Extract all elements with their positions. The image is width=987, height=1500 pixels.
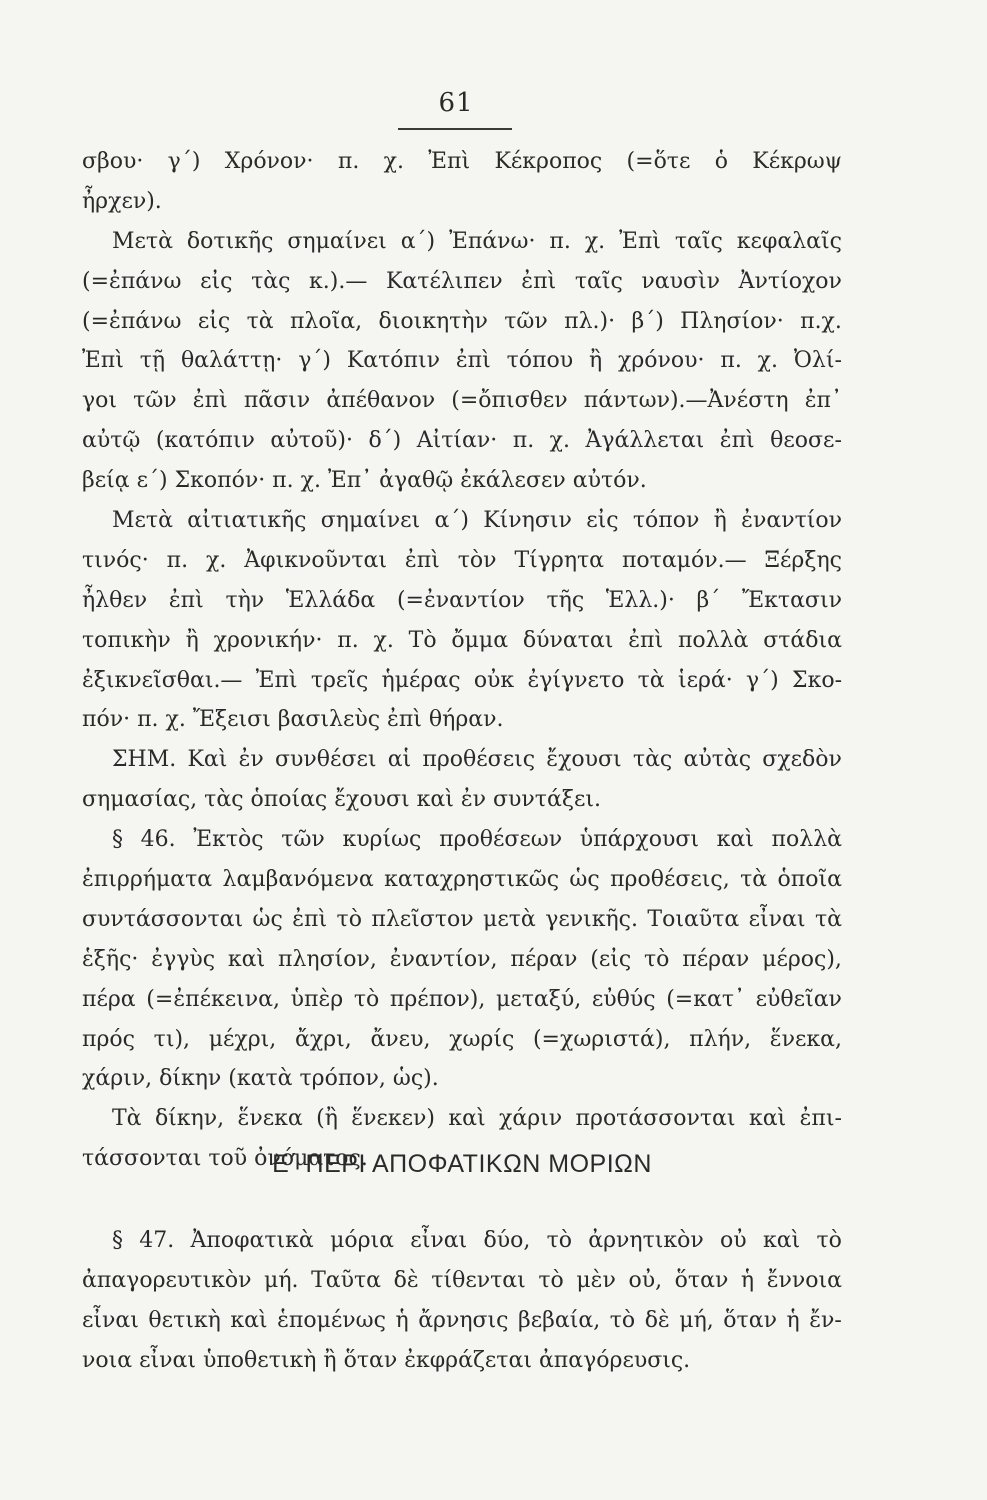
text-line: τινός· π. χ. Ἀφικνοῦνται ἐπὶ τὸν Τίγρητα ποταμόν.— Ξέρξης [82, 547, 842, 573]
text-line: Μετὰ δοτικῆς σημαίνει α΄) Ἐπάνω· π. χ. Ἐπὶ ταῖς κεφαλαῖς [112, 228, 842, 254]
text-line: πόν· π. χ. Ἔξεισι βασιλεὺς ἐπὶ θήραν. [82, 707, 504, 733]
text-line: (=ἐπάνω εἰς τὰς κ.).— Κατέλιπεν ἐπὶ ταῖς ναυσὶν Ἀντίοχον [82, 268, 842, 294]
text-line: ἐπιρρήματα λαμβανόμενα καταχρηστικῶς ὡς προθέσεις, τὰ ὁποῖα [82, 867, 842, 893]
text-line: σβου· γ΄) Χρόνον· π. χ. Ἐπὶ Κέκροπος (=ὅτε ὁ Κέκρωψ [82, 149, 842, 174]
page-number: 61 [438, 88, 474, 118]
chapter-heading: Ε΄ ΠΕΡΙ ΑΠΟΦΑΤΙΚΩΝ ΜΟΡΙΩΝ [272, 1150, 652, 1178]
text-line: χάριν, δίκην (κατὰ τρόπον, ὡς). [82, 1066, 439, 1092]
text-line: εἶναι θετικὴ καὶ ἑπομένως ἡ ἄρνησις βεβαία, τὸ δὲ μή, ὅταν ἡ ἔν- [82, 1307, 842, 1333]
text-line: νοια εἶναι ὑποθετικὴ ἢ ὅταν ἐκφράζεται ἀπαγόρευσις. [82, 1347, 691, 1373]
section-46-line: § 46. Ἐκτὸς τῶν κυρίως προθέσεων ὑπάρχουσι καὶ πολλὰ [112, 827, 842, 853]
text-line: ἀπαγορευτικὸν μή. Ταῦτα δὲ τίθενται τὸ μὲν οὐ, ὅταν ἡ ἔννοια [82, 1267, 842, 1293]
main-text [82, 142, 842, 1179]
page-number-rule [398, 128, 512, 130]
text-line: συντάσσονται ὡς ἐπὶ τὸ πλεῖστον μετὰ γενικῆς. Τοιαῦτα εἶναι τὰ [82, 906, 842, 932]
text-line: ἦλθεν ἐπὶ τὴν Ἑλλάδα (=ἐναντίον τῆς Ἑλλ.)· β΄ Ἔκτασιν [82, 587, 842, 613]
section-47-line: § 47. Ἀποφατικὰ μόρια εἶναι δύο, τὸ ἀρνητικὸν οὐ καὶ τὸ [112, 1228, 842, 1253]
text-line: πρός τι), μέχρι, ἄχρι, ἄνευ, χωρίς (=χωριστά), πλήν, ἕνεκα, [82, 1026, 842, 1052]
text-line: Τὰ δίκην, ἕνεκα (ἢ ἕνεκεν) καὶ χάριν προτάσσονται καὶ ἐπι- [112, 1106, 842, 1132]
text-line: Μετὰ αἰτιατικῆς σημαίνει α΄) Κίνησιν εἰς τόπον ἢ ἐναντίον [112, 508, 842, 534]
text-line: ἑξῆς· ἐγγὺς καὶ πλησίον, ἐναντίον, πέραν (εἰς τὸ πέραν μέρος), [82, 946, 842, 972]
section-47-text [82, 1221, 842, 1381]
text-line: (=ἐπάνω εἰς τὰ πλοῖα, διοικητὴν τῶν πλ.)· β΄) Πλησίον· π.χ. [82, 308, 842, 334]
text-line: ἦρχεν). [82, 188, 162, 214]
text-line: ἐξικνεῖσθαι.— Ἐπὶ τρεῖς ἡμέρας οὐκ ἐγίγνετο τὰ ἱερά· γ΄) Σκο- [82, 667, 842, 693]
text-line: βείᾳ ε΄) Σκοπόν· π. χ. Ἐπ᾽ ἀγαθῷ ἐκάλεσεν αὐτόν. [82, 468, 647, 494]
text-line: αὐτῷ (κατόπιν αὐτοῦ)· δ΄) Αἰτίαν· π. χ. Ἀγάλλεται ἐπὶ θεοσε- [82, 428, 842, 454]
text-line: σημασίας, τὰς ὁποίας ἔχουσι καὶ ἐν συντάξει. [82, 787, 601, 813]
text-line: τάσσονται τοῦ ὀνόματος. [82, 1146, 368, 1172]
text-line: πέρα (=ἐπέκεινα, ὑπὲρ τὸ πρέπον), μεταξύ, εὐθύς (=κατ᾽ εὐθεῖαν [82, 986, 842, 1012]
text-line: τοπικὴν ἢ χρονικήν· π. χ. Τὸ ὄμμα δύναται ἐπὶ πολλὰ στάδια [82, 627, 842, 653]
text-line: γοι τῶν ἐπὶ πᾶσιν ἀπέθανον (=ὄπισθεν πάντων).—Ἀνέστη ἐπ᾽ [82, 388, 842, 414]
text-line: Ἐπὶ τῇ θαλάττῃ· γ΄) Κατόπιν ἐπὶ τόπου ἢ χρόνου· π. χ. Ὀλί- [82, 348, 842, 374]
text-line: ΣΗΜ. Καὶ ἐν συνθέσει αἱ προθέσεις ἔχουσι τὰς αὐτὰς σχεδὸν [112, 747, 842, 773]
